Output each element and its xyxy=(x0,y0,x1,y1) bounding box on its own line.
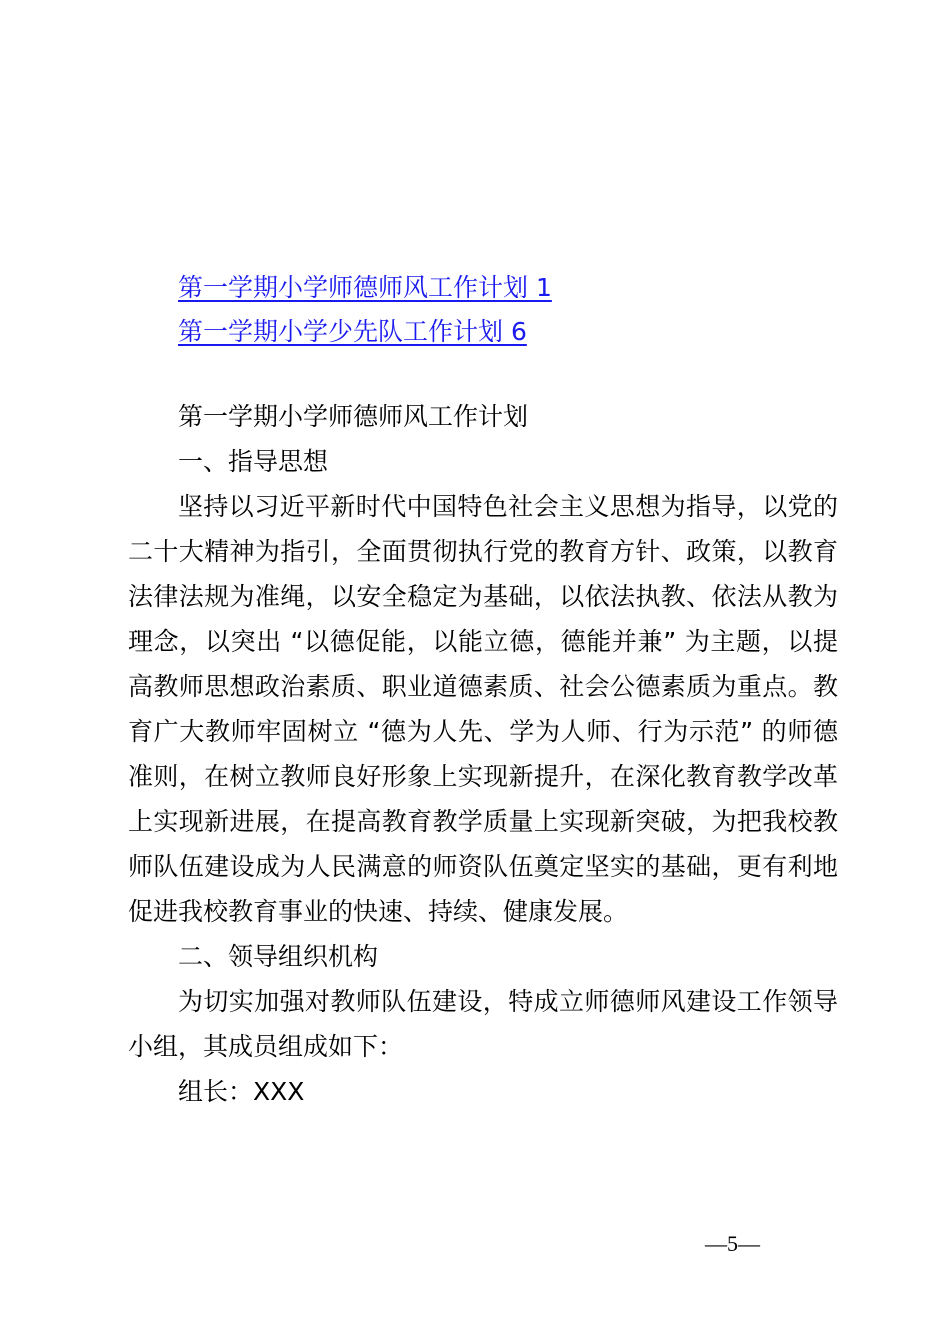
heading-guiding-ideology: 一、指导思想 xyxy=(178,447,329,476)
table-of-contents xyxy=(178,266,552,354)
page-number: —5— xyxy=(705,1231,760,1256)
group-leader-line: 组长：XXX xyxy=(178,1077,305,1106)
toc-link-teacher-ethics-plan[interactable]: 第一学期小学师德师风工作计划 1 xyxy=(178,273,552,302)
section-title: 第一学期小学师德师风工作计划 xyxy=(178,402,529,431)
paragraph-leadership-organization: 为切实加强对教师队伍建设，特成立师德师风建设工作领导小组，其成员组成如下： xyxy=(128,987,838,1061)
paragraph-guiding-ideology: 坚持以习近平新时代中国特色社会主义思想为指导，以党的二十大精神为指引，全面贯彻执行党的教育方针、政策，以教育法律法规为准绳，以安全稳定为基础，以依法执教、依法从教为理念，以突出 “以德促能，以能立德，德能并兼” 为主题，以提高教师思想政治素质、职业道德素质、社会公德素质为重点。教育广大教师牢固树立 “德为人先、学为人师、行为示范” 的师德准则，在树立教师良好形象上实现新提升，在深化教育教学改革上实现新进展，在提高教育教学质量上实现新突破，为把我校教师队伍建设成为人民满意的师资队伍奠定坚实的基础，更有利地促进我校教育事业的快速、持续、健康发展。 xyxy=(128,492,838,926)
toc-link-young-pioneers-plan[interactable]: 第一学期小学少先队工作计划 6 xyxy=(178,317,527,346)
heading-leadership-organization: 二、领导组织机构 xyxy=(178,942,379,971)
document-body xyxy=(128,394,838,1114)
